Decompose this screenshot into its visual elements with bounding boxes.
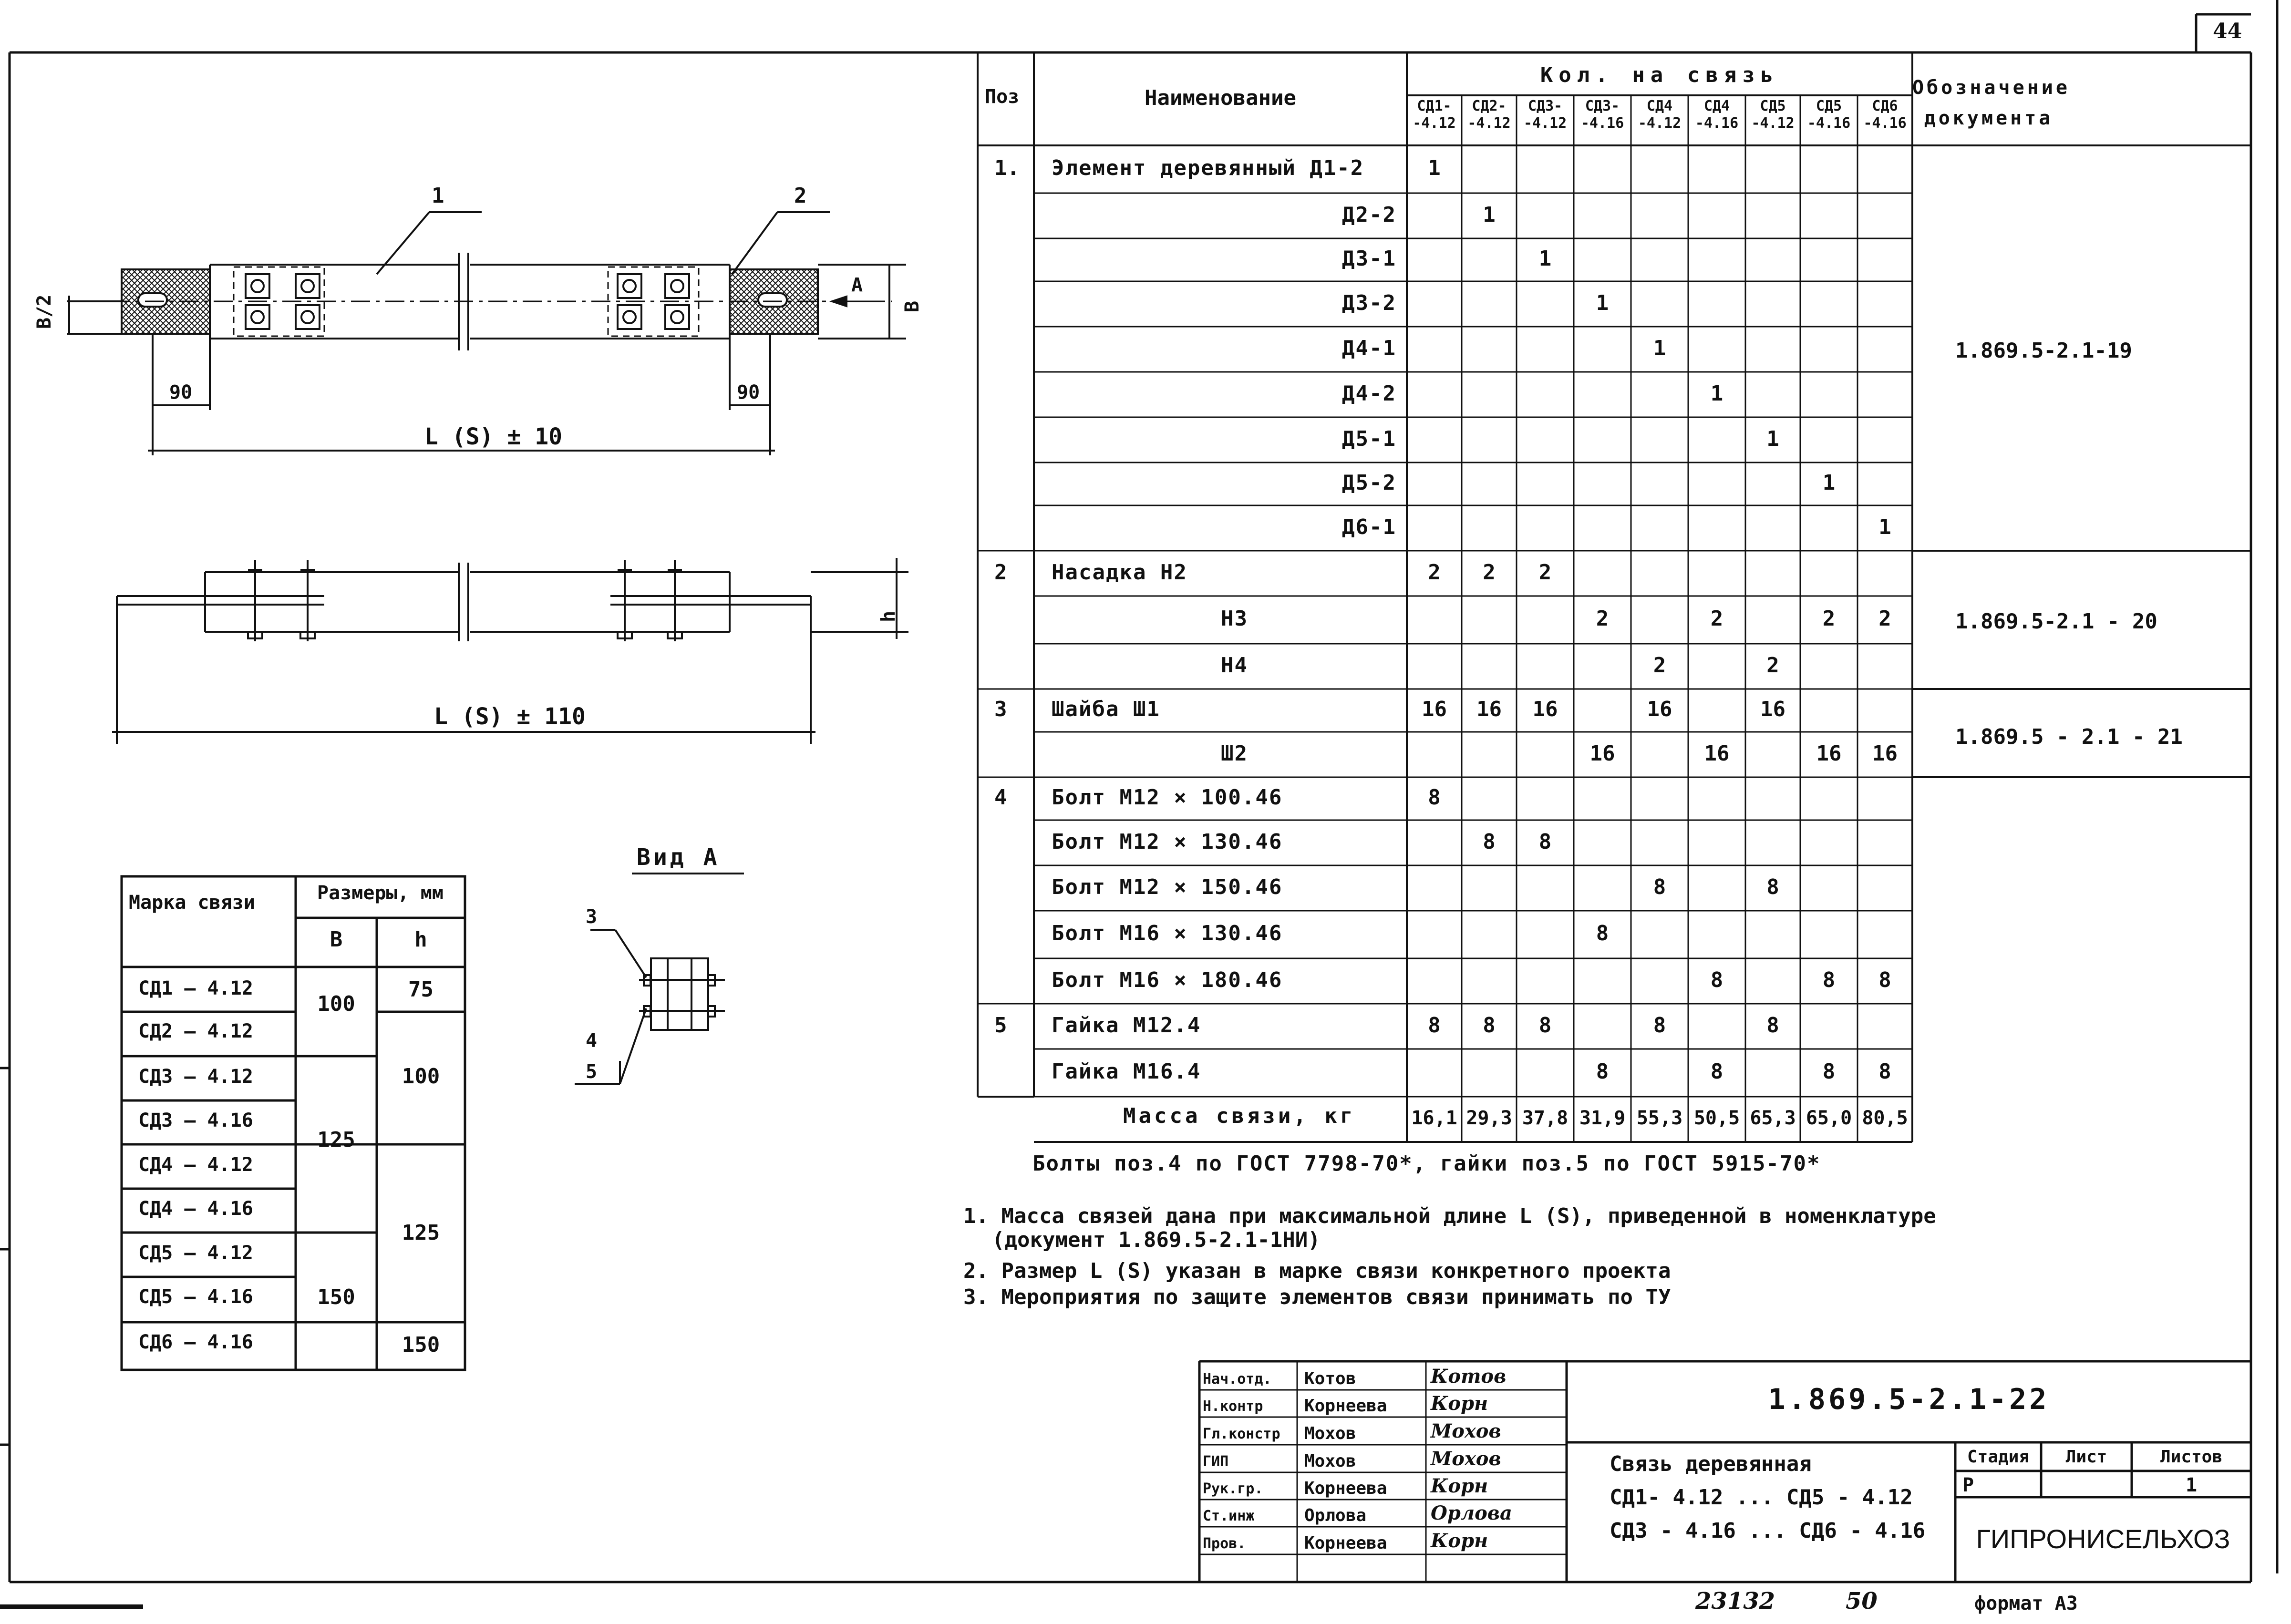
spec-qty-cell: 8 xyxy=(1710,967,1723,992)
spec-column-header: СД6 -4.16 xyxy=(1863,98,1907,132)
size-mark: СД4 — 4.16 xyxy=(138,1198,253,1220)
spec-qty-cell: 8 xyxy=(1878,967,1891,992)
view-a-leader-5: 5 xyxy=(586,1061,598,1083)
plan-leader-2: 2 xyxy=(794,184,807,208)
spec-column-header: СД5 -4.16 xyxy=(1807,98,1851,132)
titleblock-signature: Корн xyxy=(1431,1530,1488,1552)
spec-qty-cell: 1 xyxy=(1710,381,1723,406)
view-a xyxy=(575,874,744,1084)
spec-qty-cell: 16 xyxy=(1476,697,1502,721)
spec-column-header: СД3- -4.12 xyxy=(1523,98,1567,132)
spec-qty-cell: 2 xyxy=(1483,560,1496,585)
mass-label: Масса связи, кг xyxy=(1123,1104,1356,1128)
view-a-leader-3: 3 xyxy=(586,906,598,928)
mass-value: 80,5 xyxy=(1862,1107,1908,1129)
plan-view xyxy=(67,212,906,455)
titleblock-signature: Котов xyxy=(1431,1365,1507,1388)
spec-header-doc: Обозначение документа xyxy=(1912,77,2070,129)
spec-row-name: Болт М12 × 150.46 xyxy=(1052,874,1283,899)
org-name: ГИПРОНИСЕЛЬХОЗ xyxy=(1976,1524,2230,1554)
size-mark: СД2 — 4.12 xyxy=(138,1020,253,1042)
mass-value: 29,3 xyxy=(1466,1107,1512,1129)
spec-row-name: Д3-2 xyxy=(1342,290,1396,315)
spec-qty-cell: 8 xyxy=(1766,1013,1779,1038)
spec-qty-cell: 1 xyxy=(1596,290,1609,315)
spec-qty-cell: 8 xyxy=(1428,785,1441,810)
corner-sheet-number: 44 xyxy=(2213,19,2242,43)
spec-qty-cell: 8 xyxy=(1483,1013,1496,1038)
spec-row-pos: 3 xyxy=(994,697,1007,721)
spec-qty-cell: 2 xyxy=(1538,560,1552,585)
titleblock-role: Гл.констр xyxy=(1203,1426,1280,1442)
spec-row-name: Д5-1 xyxy=(1342,426,1396,451)
titleblock-signature: Орлова xyxy=(1431,1502,1512,1524)
spec-column-header: СД2- -4.12 xyxy=(1467,98,1511,132)
spec-row-pos: 5 xyxy=(994,1013,1007,1038)
spec-header-qty: Кол. на связь xyxy=(1540,63,1779,87)
spec-column-header: СД4 -4.12 xyxy=(1638,98,1682,132)
spec-qty-cell: 2 xyxy=(1653,653,1666,678)
size-b-value: 150 xyxy=(317,1285,355,1309)
size-b-value: 100 xyxy=(317,992,355,1016)
doc-code: 1.869.5-2.1-22 xyxy=(1768,1383,2050,1416)
view-a-title: Вид А xyxy=(637,844,720,871)
title-line-2: СД1- 4.12 ... СД5 - 4.12 xyxy=(1610,1485,1913,1510)
spec-qty-cell: 1 xyxy=(1653,336,1666,360)
titleblock-role: Пров. xyxy=(1203,1535,1246,1552)
spec-column-header: СД1- -4.12 xyxy=(1413,98,1456,132)
titleblock-name: Котов xyxy=(1304,1369,1356,1388)
spec-qty-cell: 8 xyxy=(1710,1059,1723,1084)
size-mark: СД5 — 4.16 xyxy=(138,1286,253,1308)
note-1: 1. Масса связей дана при максимальной длине L (S), приведенной в номенклатуре xyxy=(963,1204,1936,1228)
spec-qty-cell: 8 xyxy=(1596,1059,1609,1084)
doc-ref: 1.869.5 - 2.1 - 21 xyxy=(1955,725,2183,749)
spec-qty-cell: 2 xyxy=(1428,560,1441,585)
size-h-value: 100 xyxy=(402,1064,440,1089)
size-h-value: 75 xyxy=(408,977,433,1002)
mass-value: 55,3 xyxy=(1636,1107,1683,1129)
spec-row-pos: 4 xyxy=(994,785,1007,810)
spec-qty-cell: 16 xyxy=(1647,697,1672,721)
dim-90-left: 90 xyxy=(169,381,193,403)
dim-plan-length: L (S) ± 10 xyxy=(424,423,562,450)
doc-ref: 1.869.5-2.1 - 20 xyxy=(1955,609,2157,634)
size-h-value: 125 xyxy=(402,1221,440,1245)
title-line-1: Связь деревянная xyxy=(1610,1452,1812,1476)
spec-qty-cell: 16 xyxy=(1872,741,1898,766)
dim-h: h xyxy=(877,610,899,622)
spec-qty-cell: 16 xyxy=(1816,741,1842,766)
spec-qty-cell: 8 xyxy=(1483,829,1496,854)
spec-qty-cell: 8 xyxy=(1766,874,1779,899)
titleblock-name: Корнеева xyxy=(1304,1479,1387,1498)
mass-value: 31,9 xyxy=(1579,1107,1626,1129)
spec-row-name: Элемент деревянный Д1-2 xyxy=(1052,156,1364,180)
mass-value: 50,5 xyxy=(1693,1107,1740,1129)
titleblock-role: Ст.инж xyxy=(1203,1508,1255,1524)
spec-qty-cell: 8 xyxy=(1596,921,1609,946)
spec-row-name: Д4-1 xyxy=(1342,336,1396,360)
spec-row-name: Болт М12 × 130.46 xyxy=(1052,829,1283,854)
size-mark: СД1 — 4.12 xyxy=(138,977,253,999)
spec-qty-cell: 8 xyxy=(1428,1013,1441,1038)
size-header-mark: Марка связи xyxy=(129,892,255,914)
spec-row-name: Гайка М12.4 xyxy=(1052,1013,1201,1038)
spec-row-name: Болт М12 × 100.46 xyxy=(1052,785,1283,810)
spec-row-name: Болт М16 × 130.46 xyxy=(1052,921,1283,946)
spec-qty-cell: 2 xyxy=(1766,653,1779,678)
size-mark: СД5 — 4.12 xyxy=(138,1242,253,1264)
spec-qty-cell: 8 xyxy=(1653,874,1666,899)
spec-row-name: Н3 xyxy=(1221,606,1248,631)
spec-qty-cell: 2 xyxy=(1596,606,1609,631)
spec-row-name: Д6-1 xyxy=(1342,514,1396,539)
sheets-label: Листов xyxy=(2160,1447,2223,1467)
spec-row-name: Н4 xyxy=(1221,653,1248,678)
spec-qty-cell: 8 xyxy=(1878,1059,1891,1084)
note-standards: Болты поз.4 по ГОСТ 7798-70*, гайки поз.5 по ГОСТ 5915-70* xyxy=(1032,1151,1821,1176)
note-3: 3. Мероприятия по защите элементов связи принимать по ТУ xyxy=(963,1285,1671,1309)
title-line-3: СД3 - 4.16 ... СД6 - 4.16 xyxy=(1610,1519,1926,1543)
dim-b-half: В/2 xyxy=(33,294,55,329)
spec-qty-cell: 8 xyxy=(1538,1013,1552,1038)
spec-row-pos: 1. xyxy=(994,156,1020,180)
note-1-cont: (документ 1.869.5-2.1-1НИ) xyxy=(992,1228,1321,1252)
spec-row-name: Д2-2 xyxy=(1342,202,1396,227)
mass-value: 65,3 xyxy=(1750,1107,1796,1129)
spec-qty-cell: 2 xyxy=(1822,606,1836,631)
titleblock-name: Мохов xyxy=(1304,1451,1356,1471)
spec-column-header: СД3- -4.16 xyxy=(1580,98,1624,132)
titleblock-role: Нач.отд. xyxy=(1203,1371,1272,1388)
plan-leader-1: 1 xyxy=(432,184,444,208)
spec-qty-cell: 8 xyxy=(1822,967,1836,992)
spec-qty-cell: 1 xyxy=(1483,202,1496,227)
spec-qty-cell: 1 xyxy=(1878,514,1891,539)
size-mark: СД3 — 4.16 xyxy=(138,1110,253,1131)
spec-qty-cell: 2 xyxy=(1710,606,1723,631)
spec-qty-cell: 1 xyxy=(1538,247,1552,271)
titleblock-name: Орлова xyxy=(1304,1506,1367,1525)
spec-header-pos: Поз xyxy=(985,86,1020,108)
view-arrow-label: А xyxy=(851,274,863,296)
spec-qty-cell: 8 xyxy=(1822,1059,1836,1084)
spec-qty-cell: 16 xyxy=(1760,697,1785,721)
spec-column-header: СД4 -4.16 xyxy=(1695,98,1739,132)
titleblock-signature: Корн xyxy=(1431,1475,1488,1497)
size-mark: СД6 — 4.16 xyxy=(138,1331,253,1353)
spec-qty-cell: 1 xyxy=(1428,156,1441,180)
spec-row-name: Шайба Ш1 xyxy=(1052,697,1160,721)
titleblock-signature: Мохов xyxy=(1431,1420,1501,1442)
dim-90-right: 90 xyxy=(737,381,760,403)
format-label: формат А3 xyxy=(1974,1593,2078,1614)
spec-qty-cell: 8 xyxy=(1653,1013,1666,1038)
size-header-h: h xyxy=(414,927,427,952)
spec-row-name: Д4-2 xyxy=(1342,381,1396,406)
titleblock-signature: Корн xyxy=(1431,1392,1488,1415)
spec-qty-cell: 2 xyxy=(1878,606,1891,631)
doc-ref: 1.869.5-2.1-19 xyxy=(1955,339,2132,363)
spec-qty-cell: 16 xyxy=(1589,741,1615,766)
view-a-leader-4: 4 xyxy=(586,1030,598,1052)
bottom-handwritten-number-2: 50 xyxy=(1846,1588,1878,1614)
mass-value: 37,8 xyxy=(1522,1107,1569,1129)
titleblock-role: Рук.гр. xyxy=(1203,1480,1263,1497)
size-header-sizes: Размеры, мм xyxy=(317,882,444,904)
titleblock-name: Корнеева xyxy=(1304,1396,1387,1416)
spec-row-name: Болт М16 × 180.46 xyxy=(1052,967,1283,992)
size-mark: СД4 — 4.12 xyxy=(138,1154,253,1176)
stage-label: Стадия xyxy=(1967,1447,2030,1467)
spec-qty-cell: 1 xyxy=(1766,426,1779,451)
size-header-b: В xyxy=(330,927,343,952)
titleblock-name: Корнеева xyxy=(1304,1533,1387,1553)
sheets-value: 1 xyxy=(2185,1474,2198,1496)
spec-row-name: Гайка М16.4 xyxy=(1052,1059,1201,1084)
spec-qty-cell: 16 xyxy=(1532,697,1558,721)
spec-qty-cell: 8 xyxy=(1538,829,1552,854)
spec-qty-cell: 16 xyxy=(1704,741,1730,766)
spec-qty-cell: 1 xyxy=(1822,471,1836,495)
spec-row-name: Д3-1 xyxy=(1342,247,1396,271)
sheet-label: Лист xyxy=(2065,1447,2107,1467)
spec-header-name: Наименование xyxy=(1145,86,1296,110)
titleblock-signature: Мохов xyxy=(1431,1448,1501,1470)
size-h-value: 150 xyxy=(402,1333,440,1357)
bottom-handwritten-number: 23132 xyxy=(1695,1588,1775,1614)
titleblock-name: Мохов xyxy=(1304,1424,1356,1443)
spec-row-pos: 2 xyxy=(994,560,1007,585)
note-2: 2. Размер L (S) указан в марке связи конкретного проекта xyxy=(963,1259,1671,1283)
size-mark: СД3 — 4.12 xyxy=(138,1066,253,1088)
titleblock-role: Н.контр xyxy=(1203,1398,1263,1415)
spec-row-name: Д5-2 xyxy=(1342,471,1396,495)
dim-b: В xyxy=(901,300,923,312)
size-b-value: 125 xyxy=(317,1128,355,1152)
mass-value: 16,1 xyxy=(1411,1107,1457,1129)
mass-value: 65,0 xyxy=(1806,1107,1852,1129)
spec-qty-cell: 16 xyxy=(1422,697,1447,721)
spec-row-name: Насадка Н2 xyxy=(1052,560,1187,585)
spec-column-header: СД5 -4.12 xyxy=(1751,98,1795,132)
stage-value: Р xyxy=(1962,1474,1974,1496)
dim-side-length: L (S) ± 110 xyxy=(434,703,586,730)
titleblock-role: ГИП xyxy=(1203,1453,1229,1470)
spec-row-name: Ш2 xyxy=(1221,741,1248,766)
